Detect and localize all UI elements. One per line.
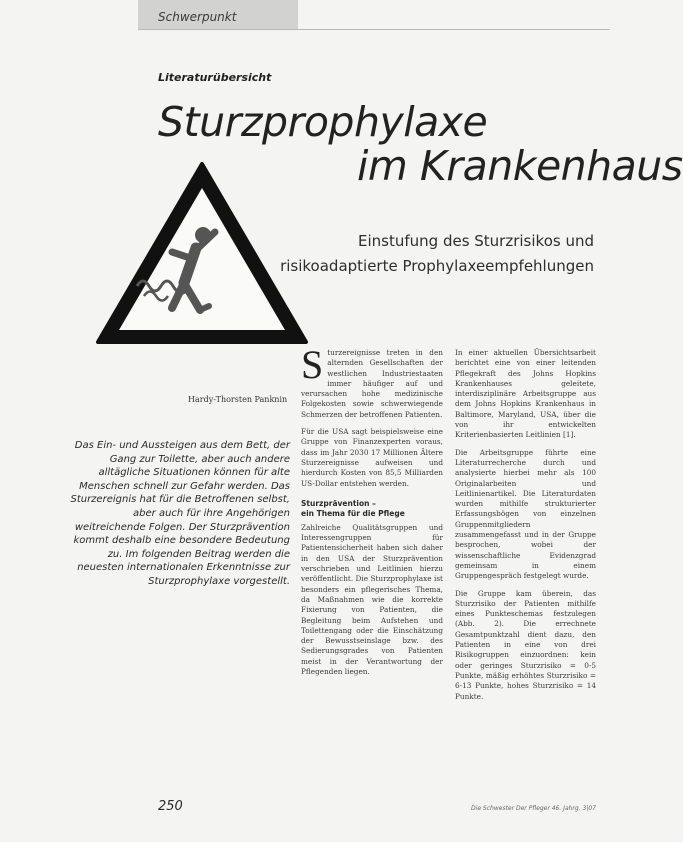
paragraph: In einer aktuellen Übersichtsarbeit berichtet eine von einer leitenden Pflegekraft des Johns Hopkins Krankenhauses geleitete, interdisziplinäre Arbeitsgruppe aus dem Johns Hopkins Krankenhaus in Baltimore, Maryland, USA, über die von ihr entwickelten Kriterienbasierten Leitlinien [1]. [455,348,596,440]
fall-hazard-warning-sign-icon [92,158,312,348]
journal-footer: Die Schwester Der Pfleger 46. Jahrg. 3|07 [471,805,596,812]
text-column-1 [301,342,443,684]
text-column-2 [455,348,596,709]
paragraph: Für die USA sagt beispielsweise eine Gruppe von Finanzexperten voraus, dass im Jahr 2030 17 Millionen Ältere Sturzereignisse aufweisen und hierdurch Kosten von 85,5 Milliarden US-Dollar entstehen werden. [301,427,443,488]
lead-paragraph: Das Ein- und Aussteigen aus dem Bett, der Gang zur Toilette, aber auch andere alltägliche Situationen können für alte Menschen schnell zur Gefahr werden. Das Sturzereignis hat für die Betroffenen selbst, aber auch für ihre Angehörigen weitreichende Folgen. Der Sturzprävention kommt deshalb eine besondere Bedeutung zu. Im folgenden Beitrag werden die neuesten internationalen Erkenntnisse zur Sturzprophylaxe vorgestellt. [70,440,290,587]
section-heading: Sturzprävention – ein Thema für die Pflege [301,498,405,518]
header-rule [138,29,610,30]
paragraph: Sturzereignisse treten in den alternden Gesellschaften der westlichen Industriestaaten immer häufiger auf und verursachen hohe medizinische Folgekosten sowie schwerwiegende Schmerzen der betroffenen Patienten. [301,342,443,419]
paragraph: Die Arbeitsgruppe führte eine Literaturrecherche durch und analysierte hierbei mehr als 100 Originalarbeiten und Leitlinienartikel. Die Literaturdaten wurden mithilfe strukturierter Erfassungsbögen von einzelnen Gruppenmitgliedern zusammengefasst und in der Gruppe besprochen, wobei der wissenschaftliche Evidenzgrad gemeinsam in einem Gruppengespräch festgelegt wurde. [455,447,596,581]
author-name: Hardy-Thorsten Panknin [188,395,288,404]
article-subtitle-line-1: Einstufung des Sturzrisikos und [358,232,594,250]
page-number: 250 [158,799,183,814]
paragraph: Zahlreiche Qualitätsgruppen und Interessengruppen für Patientensicherheit haben sich daher in den USA der Sturzprävention verschrieben und Leitlinien hierzu veröffentlicht. Die Sturzprophylaxe ist besonders ein pflegerisches Thema, da Maßnahmen wie die korrekte Fixierung von Patienten, die Begleitung beim Aufstehen und Toilettengang oder die Einschätzung der Bewusstseinslage bzw. des Sedierungsgrades von Patienten meist in der Verantwortung der Pflegenden liegen. [301,522,443,677]
drop-cap: S [301,342,324,387]
article-subtitle-line-2: risikoadaptierte Prophylaxeempfehlungen [280,257,594,275]
section-label: Schwerpunkt [158,10,237,24]
article-title-line-1: Sturzprophylaxe [158,98,488,146]
article-kicker: Literaturübersicht [158,71,272,84]
paragraph: Die Gruppe kam überein, das Sturzrisiko der Patienten mithilfe eines Punkteschemas festzulegen (Abb. 2). Die errechnete Gesamtpunktzahl dient dazu, den Patienten in eine von drei Risikogruppen einzuordnen: kein oder geringes Sturzrisiko = 0-5 Punkte, mäßig erhöhtes Sturzrisiko = 6-13 Punkte, hohes Sturzrisiko = 14 Punkte. [455,588,596,701]
article-title-line-2: im Krankenhaus [357,142,683,190]
